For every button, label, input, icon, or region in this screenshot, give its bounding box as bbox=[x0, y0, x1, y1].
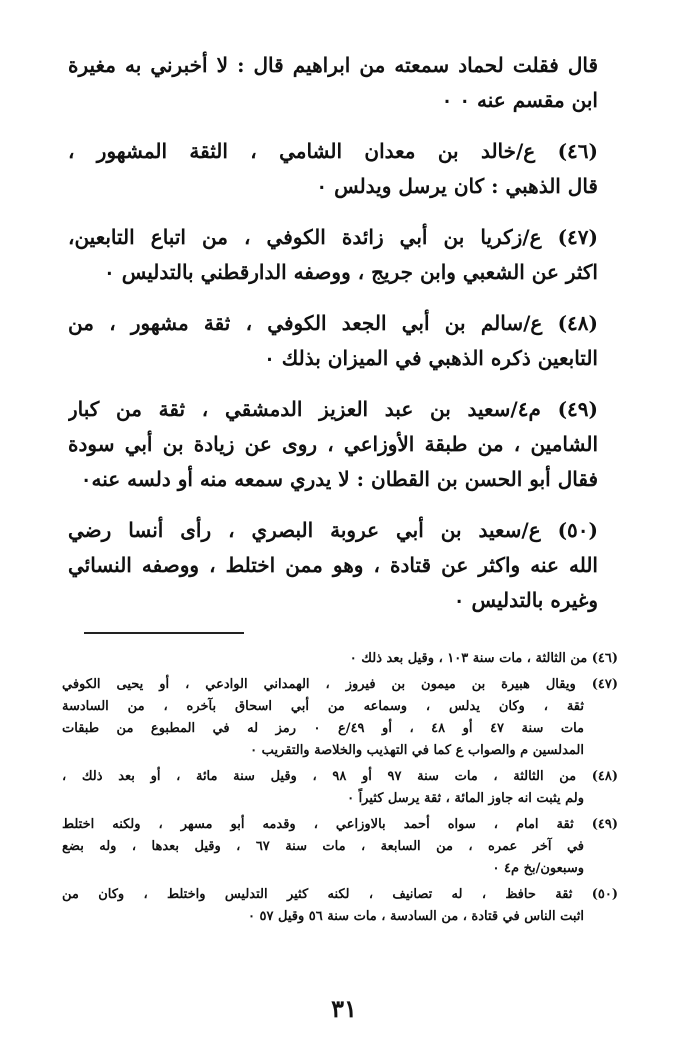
footnote-46 bbox=[62, 648, 618, 670]
text-line: الله عنه واكثر عن قتادة ، وهو ممن اختلط ، ووصفه النسائي bbox=[68, 553, 598, 577]
footnote-50 bbox=[62, 884, 618, 928]
footnote-47 bbox=[62, 674, 618, 762]
text-line: التابعين ذكره الذهبي في الميزان بذلك ٠ bbox=[264, 346, 598, 370]
text-line: (٤٧) ع/زكريا بن أبي زائدة الكوفي ، من اتباع التابعين، bbox=[68, 225, 598, 249]
footnote-line: المدلسين م والصواب ع كما في التهذيب والخلاصة والتقريب ٠ bbox=[250, 743, 584, 758]
text-line: ابن مقسم عنه ٠ ٠ bbox=[441, 88, 598, 112]
footnotes bbox=[62, 648, 618, 932]
footnote-line: (٤٨) من الثالثة ، مات سنة ٩٧ أو ٩٨ ، وقيل سنة مائة ، أو بعد ذلك ، bbox=[62, 769, 618, 784]
text-line: قال فقلت لحماد سمعته من ابراهيم قال : لا أخبرني به مغيرة bbox=[68, 53, 598, 77]
paragraph-entry-49 bbox=[68, 392, 598, 497]
footnote-line: وسبعون/بخ م٤ ٠ bbox=[492, 861, 584, 876]
footnote-line: (٤٩) ثقة امام ، سواه أحمد بالاوزاعي ، وقدمه أبو مسهر ، ولكنه اختلط bbox=[62, 817, 618, 832]
paragraph-continuation bbox=[68, 48, 598, 118]
main-text bbox=[68, 48, 598, 634]
text-line: الشامين ، من طبقة الأوزاعي ، روى عن زيادة بن أبي سودة bbox=[68, 432, 598, 456]
footnote-line: (٤٧) ويقال هبيرة بن ميمون بن فيروز ، الهمداني الوادعي ، أو يحيى الكوفي bbox=[62, 677, 618, 692]
footnote-48 bbox=[62, 766, 618, 810]
footnote-line: ثقة ، وكان يدلس ، وسماعه من أبي اسحاق بآخره ، من السادسة bbox=[62, 699, 584, 714]
text-line: (٤٨) ع/سالم بن أبي الجعد الكوفي ، ثقة مشهور ، من bbox=[68, 311, 598, 335]
footnote-49 bbox=[62, 814, 618, 880]
text-line: (٤٦) ع/خالد بن معدان الشامي ، الثقة المشهور ، bbox=[68, 139, 598, 163]
footnote-line: مات سنة ٤٧ أو ٤٨ ، أو ٤٩/ع ٠ رمز له في المطبوع من طبقات bbox=[62, 721, 585, 736]
footnote-line: في آخر عمره ، من السابعة ، مات سنة ٦٧ ، وقيل بعدها ، وله بضع bbox=[62, 839, 584, 854]
paragraph-entry-48 bbox=[68, 306, 598, 376]
text-line: (٥٠) ع/سعيد بن أبي عروبة البصري ، رأى أنسا رضي bbox=[68, 518, 598, 542]
footnote-line: ولم يثبت انه جاوز المائة ، ثقة يرسل كثيراً ٠ bbox=[347, 791, 584, 806]
footnote-line: (٥٠) ثقة حافظ ، له تصانيف ، لكنه كثير التدليس واختلط ، وكان من bbox=[62, 887, 618, 902]
text-line: قال الذهبي : كان يرسل ويدلس ٠ bbox=[316, 174, 598, 198]
page-number: ٣١ bbox=[331, 994, 357, 1023]
footnote-line: اثبت الناس في قتادة ، من السادسة ، مات سنة ٥٦ وقيل ٥٧ ٠ bbox=[248, 909, 584, 924]
text-line: وغيره بالتدليس ٠ bbox=[453, 588, 598, 612]
footnote-divider bbox=[84, 632, 244, 634]
text-line: (٤٩) م٤/سعيد بن عبد العزيز الدمشقي ، ثقة من كبار bbox=[68, 397, 598, 421]
paragraph-entry-46 bbox=[68, 134, 598, 204]
text-line: فقال أبو الحسن بن القطان : لا يدري سمعه منه أو دلسه عنه٠ bbox=[80, 467, 598, 491]
text-line: اكثر عن الشعبي وابن جريج ، ووصفه الدارقطني بالتدليس ٠ bbox=[104, 260, 598, 284]
paragraph-entry-50 bbox=[68, 513, 598, 618]
paragraph-entry-47 bbox=[68, 220, 598, 290]
footnote-line: (٤٦) من الثالثة ، مات سنة ١٠٣ ، وقيل بعد ذلك ٠ bbox=[349, 651, 618, 666]
